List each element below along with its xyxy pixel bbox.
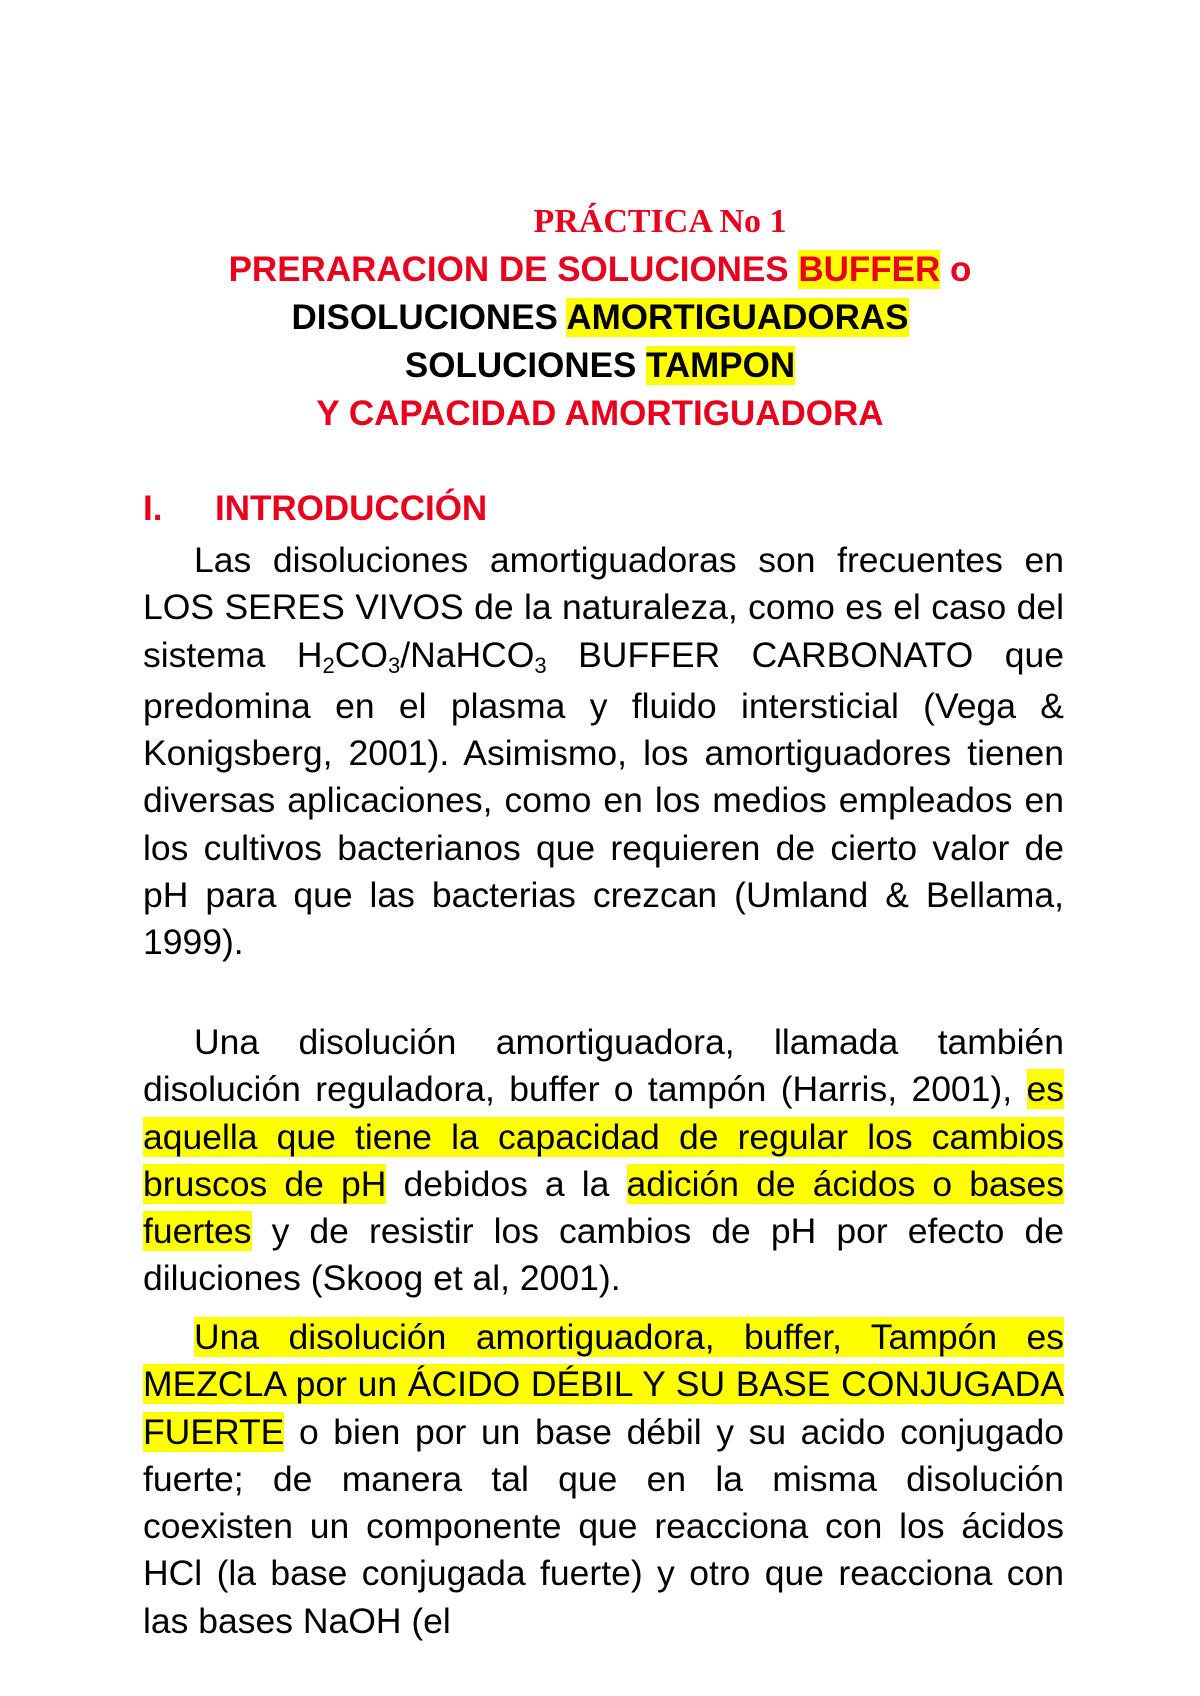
p1-subscript-3: 3 [534,652,547,678]
p1-text-3: /NaHCO [400,634,535,675]
p1-subscript-1: 2 [322,652,335,678]
title-line-1 [0,246,1200,294]
p2-text-1: Una disolución amortiguadora, llamada también disolución reguladora, buffer o tampón (Harris, 2001), [143,1022,1064,1110]
title-highlight-amortiguadoras: AMORTIGUADORAS [566,298,909,337]
p1-text-1: Las disoluciones amortiguadoras son frecuentes en LOS SERES VIVOS de la naturaleza, como es el caso del sistema H [143,540,1064,675]
title-highlight-tampon: TAMPON [646,346,796,385]
p1-subscript-2: 3 [387,652,401,678]
title-line-2-text: DISOLUCIONES [291,298,567,337]
title-line-4: Y CAPACIDAD AMORTIGUADORA [316,394,884,433]
p1-text-4: BUFFER CARBONATO que predomina en el plasma y fluido intersticial (Vega & Konigsberg, 2001). Asimismo, los amortiguadores tienen diversas aplicaciones, como en los medios empleados en los cultivos bacterianos que requieren de cierto valor de pH para que las bacterias crezcan (Umland & Bellama, 1999). [143,634,1064,963]
title-line-3 [0,342,1200,390]
p2-highlight-2: adición de ácidos o bases fuertes [143,1163,1064,1252]
p3-text-1: o bien por un base débil y su acido conjugado fuerte; de manera tal que en la misma disolución coexisten un componente que reacciona con los ácidos HCl (la base conjugada fuerte) y otro que reacciona con las bases NaOH (el [143,1411,1064,1641]
p2-text-2: debidos a la [386,1163,627,1204]
title-line-1-end: o [940,250,972,289]
section-heading [143,485,487,533]
p3-highlight-1: Una disolución amortiguadora, buffer, Tampón es MEZCLA por un ÁCIDO DÉBIL Y SU BASE CONJUGADA FUERTE [143,1317,1064,1452]
p2-text-3: y de resistir los cambios de pH por efecto de diluciones (Skoog et al, 2001). [143,1211,1064,1299]
p1-text-2: CO [334,634,388,675]
title-highlight-buffer: BUFFER [798,250,941,289]
paragraph-1 [143,537,1064,967]
p2-highlight-1: es aquella que tiene la capacidad de regular los cambios bruscos de pH [143,1069,1064,1204]
paragraph-2 [143,1019,1064,1303]
practice-number: PRÁCTICA No 1 [533,203,787,240]
section-number: I. [143,489,163,528]
paragraph-3 [143,1314,1064,1645]
title-line-2 [0,294,1200,342]
title-line-1-text: PRERARACION DE SOLUCIONES [228,250,799,289]
section-title: INTRODUCCIÓN [215,489,488,528]
title-line-3-text: SOLUCIONES [404,346,647,385]
